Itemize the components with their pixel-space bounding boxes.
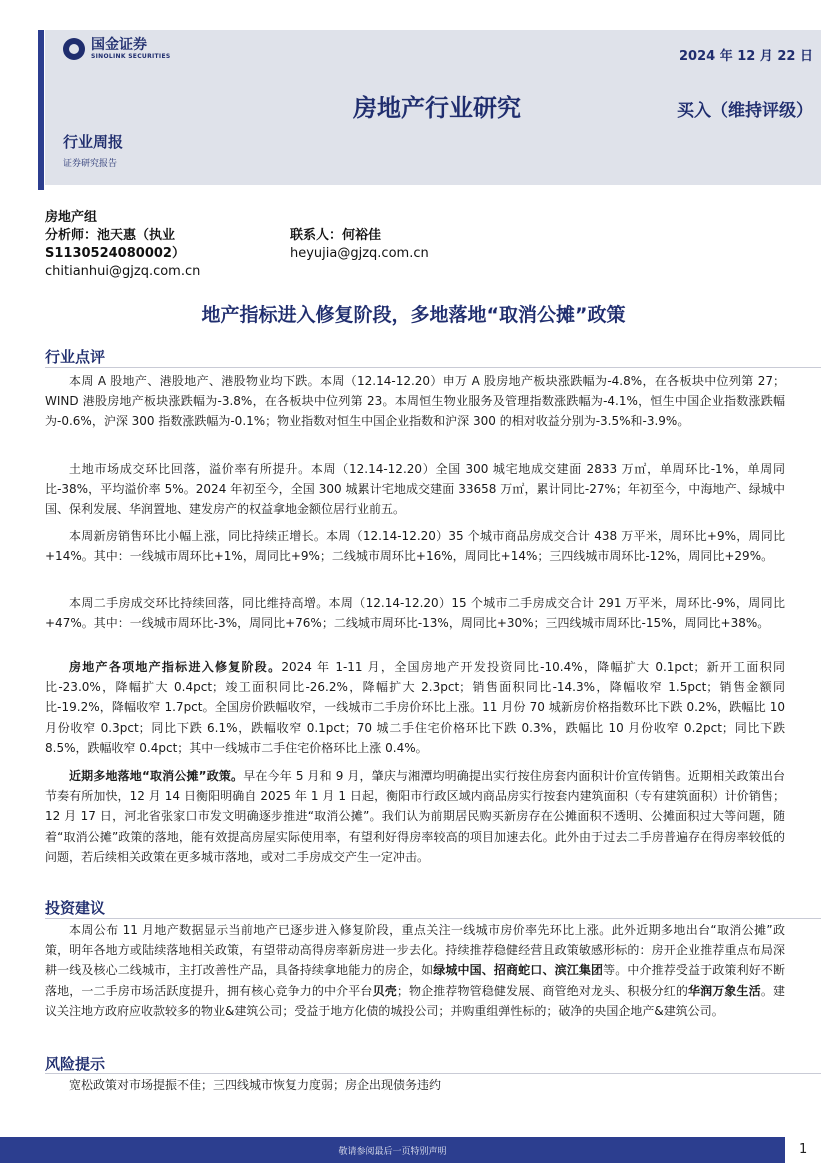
- contact-email[interactable]: heyujia@gjzq.com.cn: [290, 246, 429, 261]
- paragraph-investment-advice: [45, 920, 785, 1021]
- report-headline: 地产指标进入修复阶段，多地落地“取消公摊”政策: [201, 304, 626, 326]
- logo-icon: [63, 38, 85, 60]
- advice-text-1: 本周公布 11 月地产数据显示当前地产已逐步进入修复阶段，重点关注一线城市房价率先环比上涨。此外近期多地出台“取消公摊”政策，明年各地方或陆续落地相关政策，有望带动高得房率新房进一步去化。持续推荐稳健经营且政策敏感形标的：房开企业推荐重点布局深耕一线及核心二线城市，主打改善性产品，具备持续拿地能力的房企，如: [45, 923, 785, 978]
- analyst-line2: S1130524080002）: [45, 246, 185, 261]
- paragraph-second-hand-sales: 本周二手房成交环比持续回落，同比维持高增。本周（12.14-12.20）15 个城市二手房成交合计 291 万平米，周环比-9%，周同比+47%。其中：一线城市周环比-3%，周同比+76%；二线城市周环比-13%，周同比+30%；三四线城市周环比-15%，周同比+38%。: [45, 596, 785, 631]
- section-divider: [45, 1073, 821, 1074]
- analyst-line1: 分析师：池天惠（执业: [45, 228, 176, 243]
- advice-recommended-property: 华润万象生活: [688, 983, 761, 998]
- header-accent-rule: [38, 30, 44, 190]
- rating-label: 买入（维持评级）: [677, 101, 813, 121]
- advice-text-4: 。建议关注地方政府应收款较多的物业&建筑公司；受益于地方化债的城投公司；并购重组弹性标的；破净的央国企地产&建筑公司。: [45, 983, 785, 1018]
- paragraph-policy-body: 早在今年 5 月和 9 月，肇庆与湘潭均明确提出实行按住房套内面积计价宣传销售。近期相关政策出台节奏有所加快，12 月 14 日衡阳明确自 2025 年 1 月 1 日起，衡阳市行政区域内商品房实行按套内建筑面积（专有建筑面积）计价销售；12 月 17 日，河北省张家口市发文明确逐步推进“取消公摊”。我们认为前期居民购买新房存在公摊面积不透明、公摊面积过大等问题，随着“取消公摊”政策的落地，能有效提高房屋实际使用率，有望利好得房率较高的项目加速去化。此外由于过去二手房普遍存在得房率较低的问题，若后续相关政策在更多城市落地，或对二手房成交产生一定冲击。: [45, 769, 785, 864]
- logo-name-en: SINOLINK SECURITIES: [91, 53, 171, 60]
- research-group: 房地产组: [45, 210, 98, 225]
- advice-text-2: 等。中介推荐受益于政策利好不断落地，一二手房市场活跃度提升，拥有核心竞争力的中介平台: [45, 963, 785, 998]
- paragraph-land-market: 土地市场成交环比回落，溢价率有所提升。本周（12.14-12.20）全国 300 城宅地成交建面 2833 万㎡，单周环比-1%，单周同比-38%，平均溢价率 5%。2024 年初至今，全国 300 城累计宅地成交建面 33658 万㎡，累计同比-27%；年初至今，中海地产、绿城中国、保利发展、华润置地、建发房产的权益拿地金额位居行业前五。: [45, 462, 785, 517]
- section-title-review: 行业点评: [45, 348, 106, 366]
- report-date: 2024 年 12 月 22 日: [679, 49, 813, 64]
- advice-recommended-developers: 绿城中国、招商蛇口、滨江集团: [433, 963, 604, 978]
- paragraph-new-home-sales: 本周新房销售环比小幅上涨，同比持续正增长。本周（12.14-12.20）35 个城市商品房成交合计 438 万平米，周环比+9%，周同比+14%。其中：一线城市周环比+1%，周同比+9%；二线城市周环比+16%，周同比+14%；三四线城市周环比-12%，周同比+29%。: [45, 529, 785, 564]
- paragraph-indicators-body: 2024 年 1-11 月，全国房地产开发投资同比-10.4%，降幅扩大 0.1pct；新开工面积同比-23.0%，降幅扩大 0.4pct；竣工面积同比-26.2%，降幅扩大 2.3pct；销售面积同比-14.3%，降幅收窄 1.5pct；销售金额同比-19.2%，降幅收窄 1.7pct。全国房价跌幅收窄，一线城市二手房价环比上涨。11 月份 70 城新房价格指数环比下跌 0.2%，跌幅比 10 月份收窄 0.3pct；同比下跌 6.1%，跌幅收窄 0.1pct；70 城二手住宅价格环比下跌 0.3%，跌幅比 10 月份收窄 0.2pct；同比下跌 8.5%，跌幅收窄 0.4pct；其中一线城市二手住宅价格环比上涨 0.4%。: [45, 660, 785, 755]
- author-block: [45, 209, 429, 281]
- paragraph-policy-lead: 近期多地落地“取消公摊”政策。: [69, 769, 244, 783]
- paragraph-market-performance: 本周 A 股地产、港股地产、港股物业均下跌。本周（12.14-12.20）申万 A 股房地产板块涨跌幅为-4.8%，在各板块中位列第 27；WIND 港股房地产板块涨跌幅为-3.8%，在各板块中位列第 23。本周恒生物业服务及管理指数涨跌幅为-4.1%，恒生中国企业指数涨跌幅为-0.6%，沪深 300 指数涨跌幅为-0.1%；物业指数对恒生中国企业指数和沪深 300 的相对收益分别为-3.5%和-3.9%。: [45, 374, 785, 429]
- contact-block: [290, 227, 429, 263]
- analyst-email[interactable]: chitianhui@gjzq.com.cn: [45, 264, 201, 279]
- advice-recommended-agency: 贝壳: [372, 983, 397, 998]
- logo-name-cn: 国金证券: [91, 37, 147, 53]
- paragraph-shared-area-policy: [45, 766, 785, 867]
- report-subtype: 证券研究报告: [63, 159, 118, 169]
- contact-name: 联系人：何裕佳: [290, 228, 382, 243]
- company-logo: [63, 38, 170, 60]
- paragraph-risks: 宽松政策对市场提振不佳；三四线城市恢复力度弱；房企出现债务违约: [69, 1078, 442, 1092]
- section-title-risk: 风险提示: [45, 1055, 106, 1073]
- page-number: 1: [799, 1142, 808, 1157]
- paragraph-indicators: [45, 657, 785, 758]
- footer-disclaimer: 敬请参阅最后一页特别声明: [338, 1147, 447, 1157]
- section-title-advice: 投资建议: [45, 899, 106, 917]
- report-type: 行业周报: [63, 133, 124, 151]
- section-divider: [45, 918, 821, 919]
- section-divider: [45, 367, 821, 368]
- report-title: 房地产行业研究: [353, 94, 521, 122]
- paragraph-indicators-lead: 房地产各项地产指标进入修复阶段。: [69, 660, 282, 674]
- advice-text-3: ；物企推荐物管稳健发展、商管绝对龙头、积极分红的: [396, 983, 689, 998]
